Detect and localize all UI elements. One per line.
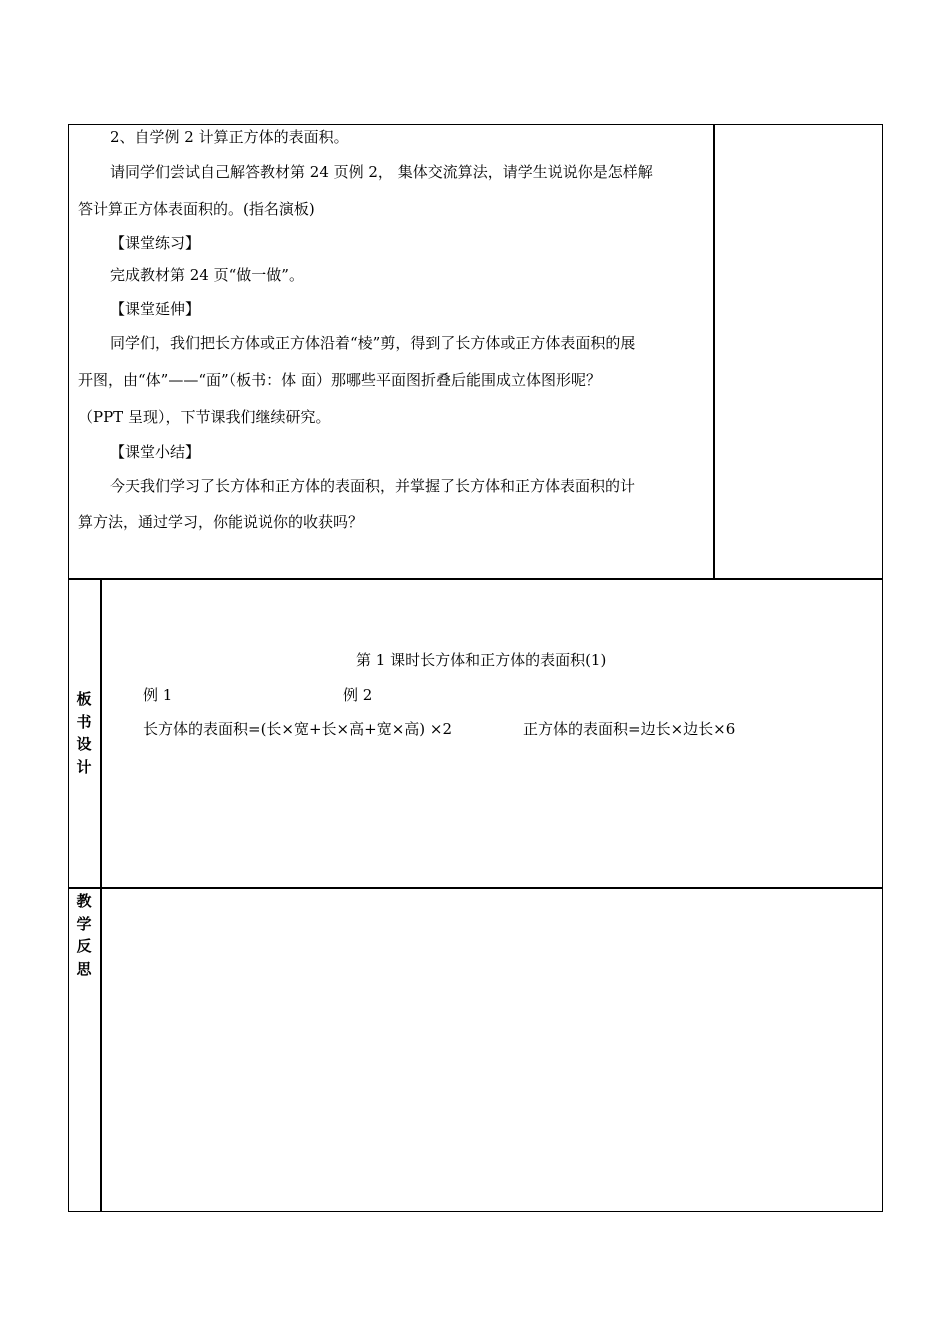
step-2-text-line2: 答计算正方体表面积的。(指名演板) <box>78 200 315 218</box>
summary-heading: 【课堂小结】 <box>110 443 201 461</box>
summary-text-line1: 今天我们学习了长方体和正方体的表面积，并掌握了长方体和正方体表面积的计 <box>110 477 636 495</box>
summary-text-line2: 算方法，通过学习，你能说说你的收获吗？ <box>78 513 364 531</box>
top-right-empty-cell <box>715 126 881 578</box>
extension-text-line3: （PPT 呈现），下节课我们继续研究。 <box>78 408 331 426</box>
board-title: 第 1 课时长方体和正方体的表面积(1) <box>356 651 607 669</box>
top-section-bottom-border <box>68 578 883 580</box>
step-2-text-line1: 请同学们尝试自己解答教材第 24 页例 2， 集体交流算法，请学生说说你是怎样解 <box>110 163 653 181</box>
board-example-1: 例 1 <box>143 686 173 704</box>
practice-heading: 【课堂练习】 <box>110 234 201 252</box>
extension-heading: 【课堂延伸】 <box>110 300 201 318</box>
board-example-2: 例 2 <box>343 686 373 704</box>
extension-text-line2: 开图，由“体”——“面”（板书：体 面）那哪些平面图折叠后能围成立体图形呢？ <box>78 371 601 389</box>
board-design-label: 板 书 设 计 <box>76 690 92 776</box>
reflection-content-cell <box>102 889 881 1210</box>
reflection-label: 教 学 反 思 <box>76 892 92 978</box>
board-formula-cuboid: 长方体的表面积=(长×宽+长×高+宽×高) ×2 <box>143 720 452 738</box>
extension-text-line1: 同学们，我们把长方体或正方体沿着“棱”剪，得到了长方体或正方体表面积的展 <box>110 334 636 352</box>
practice-text: 完成教材第 24 页“做一做”。 <box>110 266 304 284</box>
board-formula-cube: 正方体的表面积=边长×边长×6 <box>523 720 736 738</box>
step-2-heading: 2、自学例 2 计算正方体的表面积。 <box>110 128 349 146</box>
